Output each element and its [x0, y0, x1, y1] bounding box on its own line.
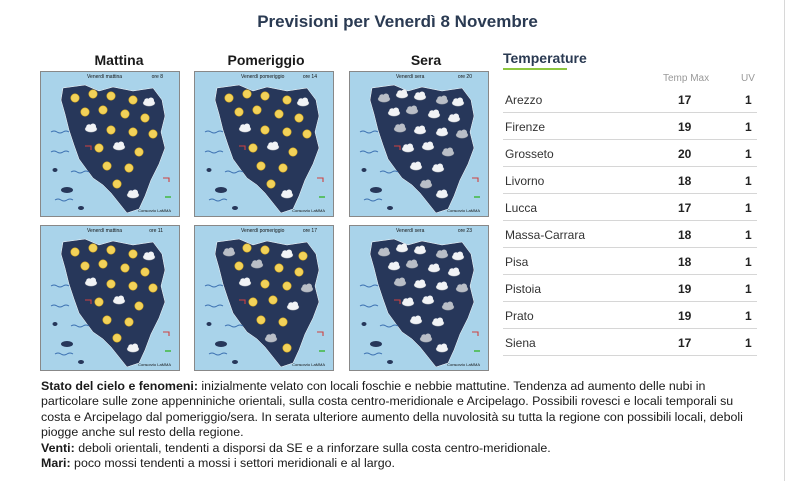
map-title: Venerdì mattina — [87, 228, 123, 234]
city-name: Siena — [505, 336, 536, 350]
forecast-description — [41, 379, 761, 471]
temperature-row — [503, 275, 757, 302]
uv-value: 1 — [745, 201, 752, 215]
column-header-morning: Mattina — [94, 52, 144, 68]
temp-max-value: 18 — [678, 228, 692, 242]
map-title: Venerdì pomeriggio — [241, 74, 285, 80]
forecast-map-morning-2[interactable] — [40, 225, 180, 371]
uv-value: 1 — [745, 228, 752, 242]
tuscany-map-graphic — [195, 72, 333, 216]
column-header-evening: Sera — [410, 52, 442, 68]
city-name: Lucca — [505, 201, 538, 215]
temperature-row — [503, 167, 757, 194]
city-name: Pistoia — [505, 282, 542, 296]
wind-label: Venti: — [41, 440, 75, 455]
map-title: Venerdì mattina — [87, 74, 123, 80]
temp-max-value: 17 — [678, 336, 692, 350]
city-name: Arezzo — [505, 93, 543, 107]
temperature-row — [503, 248, 757, 275]
column-header-tmax: Temp Max — [663, 73, 710, 84]
sea-label: Mari: — [41, 456, 71, 471]
column-header-afternoon: Pomeriggio — [227, 52, 305, 68]
temp-max-value: 17 — [678, 93, 692, 107]
uv-value: 1 — [745, 147, 752, 161]
city-name: Pisa — [505, 255, 529, 269]
tuscany-map-graphic — [350, 72, 488, 216]
sky-paragraph — [41, 379, 761, 441]
uv-value: 1 — [745, 255, 752, 269]
map-hour: ore 8 — [151, 74, 163, 80]
tuscany-map-graphic — [350, 226, 488, 370]
map-hour: ore 11 — [149, 228, 163, 234]
map-title: Venerdì sera — [396, 228, 425, 234]
temp-max-value: 17 — [678, 201, 692, 215]
map-credit: Consorzio LaMMA — [447, 362, 480, 367]
temp-max-value: 19 — [678, 282, 692, 296]
uv-value: 1 — [745, 120, 752, 134]
map-credit: Consorzio LaMMA — [138, 362, 171, 367]
frame-border — [784, 0, 785, 481]
tuscany-map-graphic — [41, 72, 179, 216]
temp-max-value: 20 — [678, 147, 692, 161]
temperature-title: Temperature — [503, 50, 587, 66]
city-name: Massa-Carrara — [505, 228, 586, 242]
temp-max-value: 19 — [678, 120, 692, 134]
map-credit: Consorzio LaMMA — [138, 208, 171, 213]
map-credit: Consorzio LaMMA — [292, 362, 325, 367]
forecast-map-evening-2[interactable] — [349, 225, 489, 371]
sky-text: inizialmente velato con locali foschie e nebbie mattutine. Tendenza ad aumento delle nubi in particolare sulle zone appenniniche orientali, sulla costa centro-meridionale e Arcipelago. Possibili rovesci e locali temporali su costa e Arcipelago dal pomeriggio/sera. In serata ulteriore aumento della nuvolosità su tutta la regione con possibili locali, deboli piogge anche sul resto della regione. — [41, 379, 743, 440]
city-name: Firenze — [505, 120, 546, 134]
uv-value: 1 — [745, 336, 752, 350]
uv-value: 1 — [745, 93, 752, 107]
city-name: Prato — [505, 309, 534, 323]
forecast-map-morning-1[interactable] — [40, 71, 180, 217]
map-hour: ore 14 — [302, 74, 317, 80]
temperature-row — [503, 113, 757, 140]
forecast-map-evening-1[interactable] — [349, 71, 489, 217]
city-name: Livorno — [505, 174, 545, 188]
temperature-row — [503, 194, 757, 221]
map-title: Venerdì sera — [396, 74, 425, 80]
page-title: Previsioni per Venerdì 8 Novembre — [257, 12, 538, 31]
wind-text: deboli orientali, tendenti a disporsi da SE e a rinforzare sulla costa centro-meridionale. — [74, 440, 551, 455]
temp-max-value: 18 — [678, 174, 692, 188]
temperature-row — [503, 86, 757, 113]
sea-text: poco mossi tendenti a mossi i settori meridionali e al largo. — [70, 456, 395, 471]
title-underline — [503, 68, 567, 70]
map-title: Venerdì pomeriggio — [241, 228, 285, 234]
temp-max-value: 19 — [678, 309, 692, 323]
temperature-row — [503, 329, 757, 356]
map-hour: ore 17 — [302, 228, 317, 234]
wind-paragraph — [41, 441, 761, 456]
uv-value: 1 — [745, 309, 752, 323]
map-hour: ore 23 — [457, 228, 472, 234]
tuscany-map-graphic — [41, 226, 179, 370]
temperature-row — [503, 140, 757, 167]
uv-value: 1 — [745, 174, 752, 188]
tuscany-map-graphic — [195, 226, 333, 370]
map-hour: ore 20 — [457, 74, 472, 80]
temp-max-value: 18 — [678, 255, 692, 269]
temperature-row — [503, 221, 757, 248]
sky-label: Stato del cielo e fenomeni: — [41, 379, 198, 393]
uv-value: 1 — [745, 282, 752, 296]
map-credit: Consorzio LaMMA — [292, 208, 325, 213]
temperature-row — [503, 302, 757, 329]
sea-paragraph — [41, 456, 761, 471]
city-name: Grosseto — [505, 147, 554, 161]
forecast-map-afternoon-1[interactable] — [194, 71, 334, 217]
forecast-map-afternoon-2[interactable] — [194, 225, 334, 371]
map-credit: Consorzio LaMMA — [447, 208, 480, 213]
column-header-uv: UV — [741, 73, 755, 84]
